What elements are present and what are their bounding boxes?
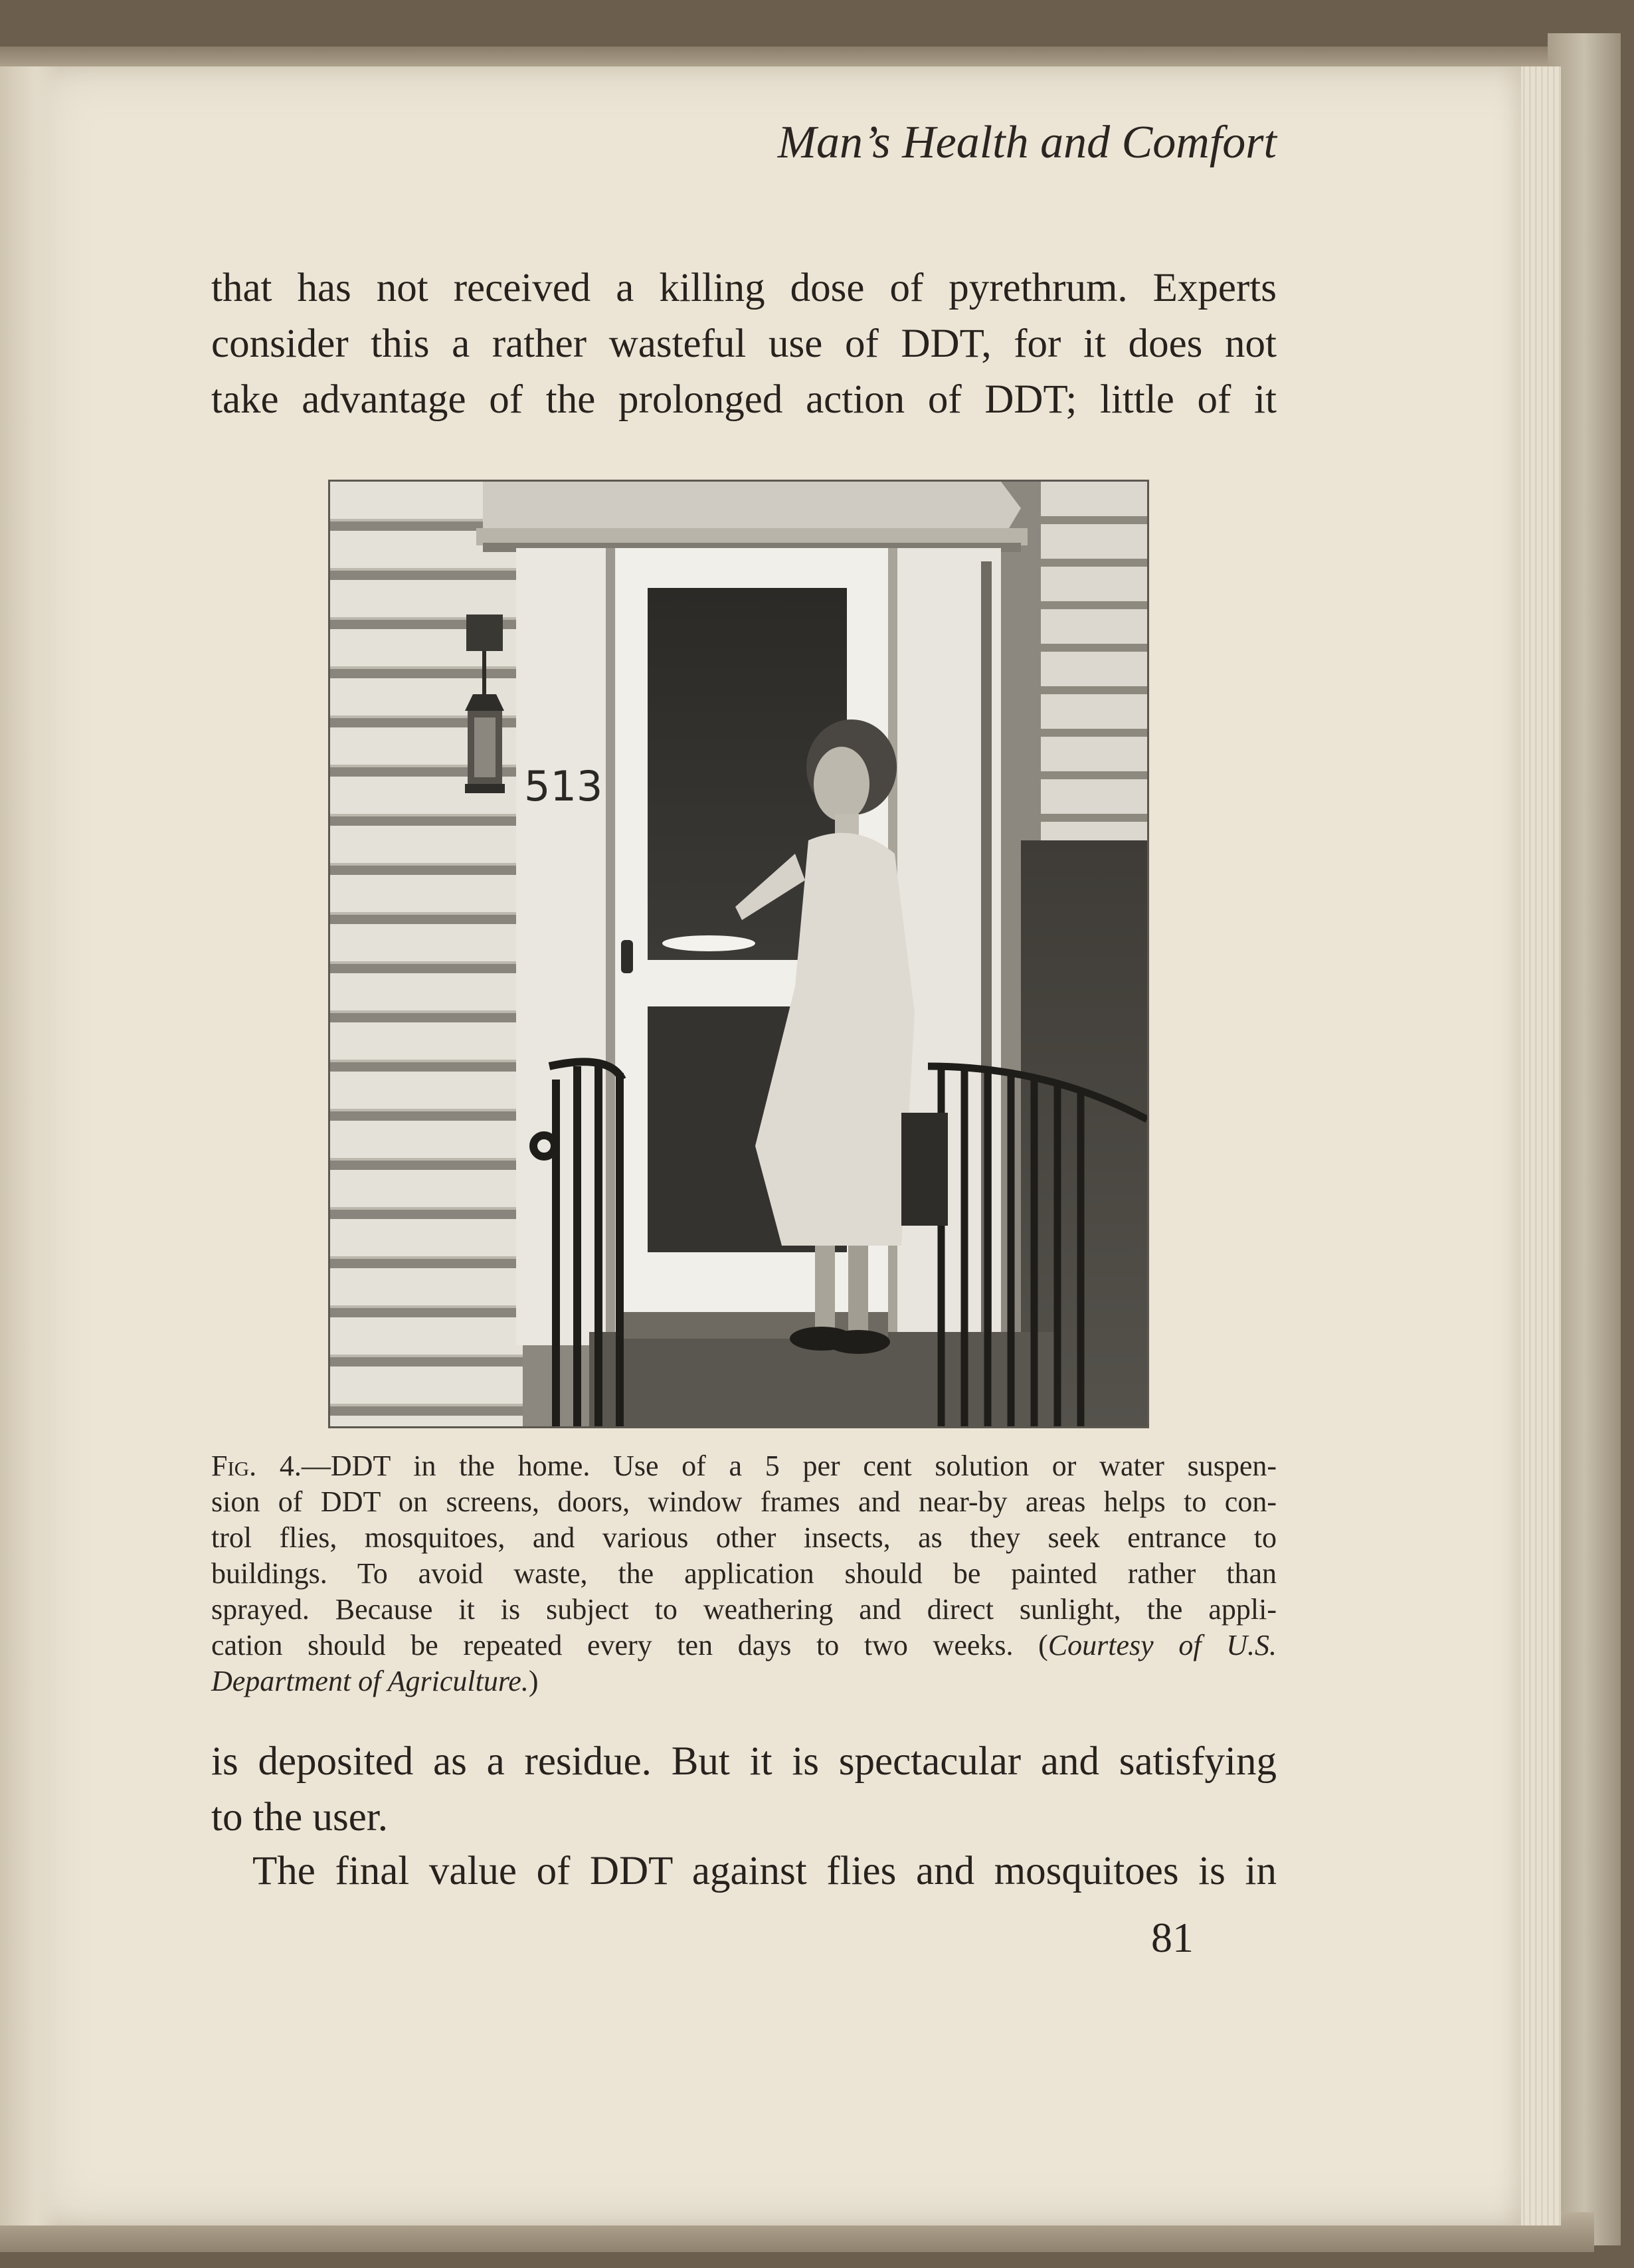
lantern-icon: [465, 614, 505, 793]
text-line: to the user.: [211, 1795, 388, 1840]
caption-line: buildings. To avoid waste, the application should be painted rather than: [211, 1557, 1277, 1590]
text-line: that has not received a killing dose of pyrethrum. Experts: [211, 266, 1277, 310]
figure-caption: [211, 1448, 1277, 1699]
caption-line: cation should be repeated every ten days to two weeks. (: [211, 1629, 1048, 1661]
caption-line: trol flies, mosquitoes, and various other insects, as they seek entrance to: [211, 1521, 1277, 1554]
text-line: The final value of DDT against flies and mosquitoes is in: [252, 1849, 1277, 1893]
paragraph-middle: [211, 1734, 1277, 1845]
page-number: 81: [1151, 1914, 1194, 1961]
caption-line: sprayed. Because it is subject to weathering and direct sunlight, the appli-: [211, 1593, 1277, 1626]
caption-courtesy-source: Department of Agriculture.: [211, 1665, 529, 1697]
caption-courtesy: Courtesy of U.S.: [1047, 1629, 1277, 1661]
figure-label: Fig. 4.: [211, 1450, 302, 1482]
figure-photo: [328, 480, 1149, 1428]
text-line: take advantage of the prolonged action of DDT; little of it: [211, 377, 1277, 422]
caption-close: ): [528, 1665, 539, 1697]
text-line: is deposited as a residue. But it is spectacular and satisfying: [211, 1739, 1277, 1784]
page-gutter: [0, 66, 60, 2225]
house-number: 513: [524, 762, 603, 810]
caption-line: sion of DDT on screens, doors, window frames and near-by areas helps to con-: [211, 1485, 1277, 1518]
siding-right: [1041, 482, 1147, 840]
text-line: consider this a rather wasteful use of DDT, for it does not: [211, 322, 1277, 366]
paragraph-top: [211, 260, 1277, 428]
caption-line: —DDT in the home. Use of a 5 per cent solution or water suspen-: [301, 1450, 1277, 1482]
paragraph-bottom: [211, 1843, 1277, 1899]
mailbox: [901, 1113, 948, 1226]
running-head: Man’s Health and Comfort: [777, 117, 1277, 168]
